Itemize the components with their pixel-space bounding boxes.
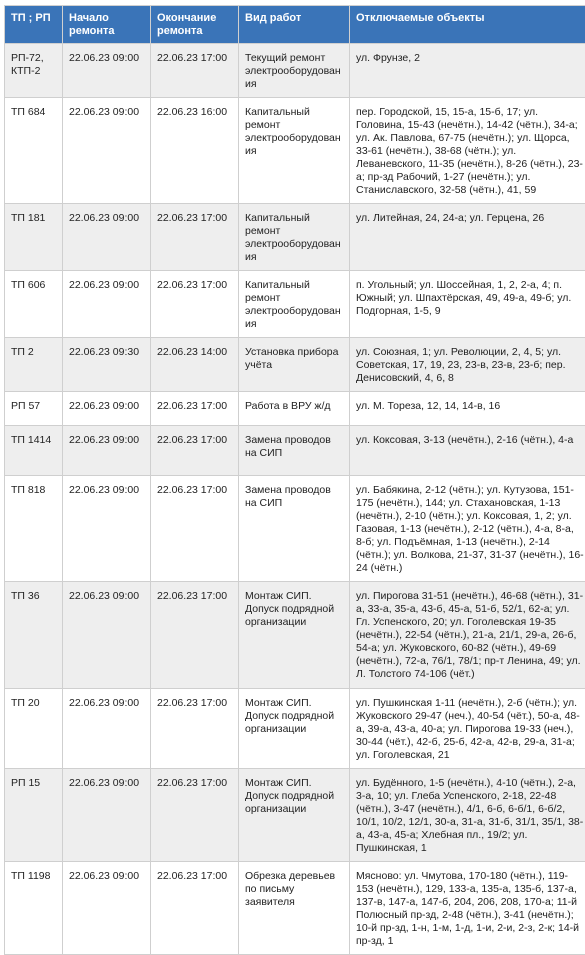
table-row bbox=[5, 426, 585, 476]
table-row bbox=[5, 392, 585, 426]
cell-end: 22.06.23 17:00 bbox=[151, 204, 239, 271]
cell-objects: ул. Коксовая, 3-13 (нечётн.), 2-16 (чётн.), 4-а bbox=[350, 426, 585, 476]
table-row bbox=[5, 98, 585, 204]
table-row bbox=[5, 271, 585, 338]
table-body bbox=[5, 44, 585, 955]
cell-start: 22.06.23 09:00 bbox=[63, 582, 151, 689]
cell-tp: РП 15 bbox=[5, 769, 63, 862]
cell-objects: ул. М. Тореза, 12, 14, 14-в, 16 bbox=[350, 392, 585, 426]
cell-work: Монтаж СИП. Допуск подрядной организации bbox=[239, 769, 350, 862]
cell-end: 22.06.23 14:00 bbox=[151, 338, 239, 392]
table-row bbox=[5, 769, 585, 862]
cell-tp: ТП 181 bbox=[5, 204, 63, 271]
cell-tp: ТП 606 bbox=[5, 271, 63, 338]
cell-objects: Мясново: ул. Чмутова, 170-180 (чётн.), 119-153 (нечётн.), 129, 133-а, 135-а, 135-б, 137-а, 137-в, 147-а, 147-б, 204, 206, 208, 170-а; 11-й Полюсный пр-зд, 2-48 (чётн.), 3-41 (нечётн.); 10-й пр-зд, 1-н, 1-м, 1-д, 1-и, 2-и, 2-з, 2-к; 14-й пр-зд, 1 bbox=[350, 862, 585, 955]
cell-work: Капитальный ремонт электрооборудования bbox=[239, 98, 350, 204]
cell-start: 22.06.23 09:00 bbox=[63, 44, 151, 98]
cell-start: 22.06.23 09:00 bbox=[63, 426, 151, 476]
cell-objects: ул. Литейная, 24, 24-а; ул. Герцена, 26 bbox=[350, 204, 585, 271]
cell-end: 22.06.23 17:00 bbox=[151, 862, 239, 955]
outage-schedule-table bbox=[4, 5, 585, 955]
table-row bbox=[5, 204, 585, 271]
table-row bbox=[5, 476, 585, 582]
header-start: Начало ремонта bbox=[63, 6, 151, 44]
cell-objects: ул. Пушкинская 1-11 (нечётн.), 2-б (чётн.); ул. Жуковского 29-47 (неч.), 40-54 (чёт.), 50-а, 48-а, 39-а, 43-а, 40-а; ул. Пирогова 19-33 (неч.), 30-44 (чёт.), 42-б, 25-б, 42-а, 42-в, 29-а, 31-а; ул. Гоголевская, 21 bbox=[350, 689, 585, 769]
cell-start: 22.06.23 09:00 bbox=[63, 476, 151, 582]
cell-objects: ул. Союзная, 1; ул. Революции, 2, 4, 5; ул. Советская, 17, 19, 23, 23-в, 23-в, 23-б; пер. Денисовский, 4, 6, 8 bbox=[350, 338, 585, 392]
cell-objects: ул. Фрунзе, 2 bbox=[350, 44, 585, 98]
cell-end: 22.06.23 16:00 bbox=[151, 98, 239, 204]
cell-tp: РП 57 bbox=[5, 392, 63, 426]
cell-work: Монтаж СИП. Допуск подрядной организации bbox=[239, 689, 350, 769]
cell-tp: ТП 818 bbox=[5, 476, 63, 582]
header-tp: ТП ; РП bbox=[5, 6, 63, 44]
cell-end: 22.06.23 17:00 bbox=[151, 476, 239, 582]
cell-work: Замена проводов на СИП bbox=[239, 426, 350, 476]
cell-objects: п. Угольный; ул. Шоссейная, 1, 2, 2-а, 4; п. Южный; ул. Шпахтёрская, 49, 49-а, 49-б; ул. Подгорная, 1-5, 9 bbox=[350, 271, 585, 338]
cell-end: 22.06.23 17:00 bbox=[151, 769, 239, 862]
cell-objects: ул. Пирогова 31-51 (нечётн.), 46-68 (чётн.), 31-а, 33-а, 35-а, 43-б, 45-а, 51-б, 52/1, 62-а; ул. Гл. Успенского, 20; ул. Гоголевская 19-35 (нечётн.), 22-54 (чётн.), 21-а, 21/1, 29-а, 26-б, 54-а; ул. Жуковского, 60-82 (чётн.), 49-69 (нечётн.), 72-а, 76/1, 78/1; пр-т Ленина, 49; ул. Л. Толстого 74-106 (чёт.) bbox=[350, 582, 585, 689]
cell-start: 22.06.23 09:00 bbox=[63, 204, 151, 271]
cell-work: Обрезка деревьев по письму заявителя bbox=[239, 862, 350, 955]
cell-start: 22.06.23 09:00 bbox=[63, 271, 151, 338]
cell-objects: пер. Городской, 15, 15-а, 15-б, 17; ул. Головина, 15-43 (нечётн.), 14-42 (чётн.), 34-а; ул. Ак. Павлова, 67-75 (нечётн.); ул. Щорса, 33-61 (нечётн.), 38-68 (чётн.); ул. Леваневского, 11-35 (нечётн.), 8-26 (чётн.), 23-а; пр-зд Рабочий, 1-27 (нечётн.); ул. Станиславского, 32-58 (чётн.), 41, 59 bbox=[350, 98, 585, 204]
cell-objects: ул. Бабякина, 2-12 (чётн.); ул. Кутузова, 151-175 (нечётн.), 144; ул. Стахановская, 1-13 (нечётн.), 2-10 (чётн.); ул. Коксовая, 1, 2; ул. Газовая, 1-13 (нечётн.), 2-12 (чётн.), 4-а, 8-а, 8-б; ул. Подъёмная, 1-13 (нечётн.), 2-14 (чётн.); ул. Волкова, 21-37, 31-37 (нечётн.), 16-24 (чётн.) bbox=[350, 476, 585, 582]
cell-work: Капитальный ремонт электрооборудования bbox=[239, 204, 350, 271]
cell-objects: ул. Будённого, 1-5 (нечётн.), 4-10 (чётн.), 2-а, 3-а, 10; ул. Глеба Успенского, 2-18, 22-48 (чётн.), 3-47 (нечётн.), 4/1, 6-б, 6-б/1, 6-б/2, 10/1, 10/2, 12/1, 30-а, 31-а, 31-б, 31/1, 35/1, 38-а, 43-а, 45-а; Хлебная пл., 19/2; ул. Пушкинская, 1 bbox=[350, 769, 585, 862]
cell-work: Монтаж СИП. Допуск подрядной организации bbox=[239, 582, 350, 689]
cell-tp: ТП 20 bbox=[5, 689, 63, 769]
cell-work: Установка прибора учёта bbox=[239, 338, 350, 392]
table-row bbox=[5, 582, 585, 689]
table-header-row bbox=[5, 6, 585, 44]
cell-work: Работа в ВРУ ж/д bbox=[239, 392, 350, 426]
table-row bbox=[5, 338, 585, 392]
cell-start: 22.06.23 09:00 bbox=[63, 98, 151, 204]
cell-tp: ТП 36 bbox=[5, 582, 63, 689]
cell-tp: ТП 1414 bbox=[5, 426, 63, 476]
table-row bbox=[5, 689, 585, 769]
table-row bbox=[5, 862, 585, 955]
cell-start: 22.06.23 09:30 bbox=[63, 338, 151, 392]
header-objects: Отключаемые объекты bbox=[350, 6, 585, 44]
cell-work: Текущий ремонт электрооборудования bbox=[239, 44, 350, 98]
cell-end: 22.06.23 17:00 bbox=[151, 271, 239, 338]
header-work: Вид работ bbox=[239, 6, 350, 44]
cell-end: 22.06.23 17:00 bbox=[151, 582, 239, 689]
cell-work: Замена проводов на СИП bbox=[239, 476, 350, 582]
header-end: Окончание ремонта bbox=[151, 6, 239, 44]
cell-work: Капитальный ремонт электрооборудования bbox=[239, 271, 350, 338]
cell-start: 22.06.23 09:00 bbox=[63, 392, 151, 426]
cell-tp: ТП 684 bbox=[5, 98, 63, 204]
cell-end: 22.06.23 17:00 bbox=[151, 44, 239, 98]
cell-end: 22.06.23 17:00 bbox=[151, 689, 239, 769]
table-row bbox=[5, 44, 585, 98]
cell-tp: ТП 1198 bbox=[5, 862, 63, 955]
cell-end: 22.06.23 17:00 bbox=[151, 426, 239, 476]
cell-start: 22.06.23 09:00 bbox=[63, 862, 151, 955]
cell-tp: ТП 2 bbox=[5, 338, 63, 392]
cell-start: 22.06.23 09:00 bbox=[63, 689, 151, 769]
cell-end: 22.06.23 17:00 bbox=[151, 392, 239, 426]
cell-start: 22.06.23 09:00 bbox=[63, 769, 151, 862]
cell-tp: РП-72, КТП-2 bbox=[5, 44, 63, 98]
